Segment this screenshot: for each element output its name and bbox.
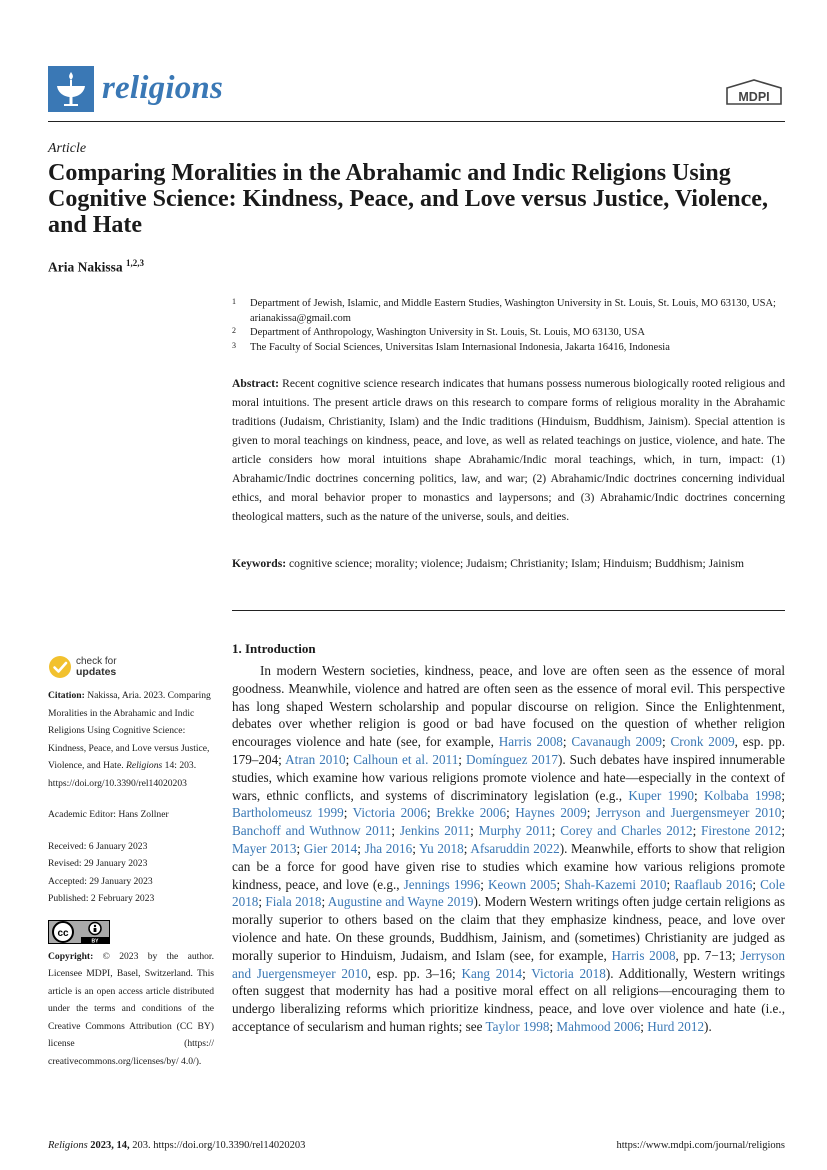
citation-link[interactable]: Taylor 1998 (485, 1018, 550, 1034)
citation-link[interactable]: Corey and Charles 2012 (560, 823, 693, 839)
body-text: ; (781, 805, 785, 821)
revised-date: Revised: 29 January 2023 (48, 858, 148, 869)
citation-link[interactable]: Atran 2010 (285, 751, 346, 767)
affiliation-number: 2 (232, 326, 236, 335)
copyright-notice (48, 948, 214, 1071)
svg-text:cc: cc (57, 927, 69, 939)
body-text: , esp. pp. 3–16; (367, 965, 462, 981)
body-text: ; (549, 1018, 557, 1034)
accepted-date: Accepted: 29 January 2023 (48, 875, 153, 887)
citation-link[interactable]: Jerryson and Juergensmeyer 2010 (232, 947, 785, 981)
author-affiliation-refs: 1,2,3 (126, 258, 145, 268)
keywords-text: cognitive science; morality; violence; Judaism; Christianity; Islam; Hinduism; Buddhism; Jainism (289, 557, 745, 570)
abstract (232, 374, 785, 526)
affiliation-text: The Faculty of Social Sciences, Universitas Islam Internasional Indonesia, Jakarta 16416, Indonesia (250, 341, 670, 353)
cc-by-license-icon[interactable] (48, 920, 110, 944)
body-text: ; (551, 823, 561, 839)
body-text: ). Meanwhile, efforts to show that religion can be a force for good have given rise to studies which examine how various religions promote kindness, peace, and love (e.g., (232, 840, 785, 892)
citation-link[interactable]: Murphy 2011 (478, 823, 552, 839)
body-text: ; (426, 805, 437, 821)
body-text: ; (781, 823, 785, 839)
article-sidebar (48, 655, 214, 1070)
body-text: ; (343, 805, 353, 821)
citation-link[interactable]: Jennings 1996 (403, 876, 481, 892)
section-heading-introduction: 1. Introduction (232, 641, 316, 656)
copyright-label: Copyright: (48, 950, 94, 962)
citation-doi[interactable]: 14: 203. https://doi.org/10.3390/rel14020203 (48, 760, 197, 789)
affiliation-item (232, 326, 785, 341)
body-text: ; (506, 805, 516, 821)
citation-link[interactable]: Jerryson and Juergensmeyer 2010 (595, 805, 782, 821)
body-text: ; (693, 787, 704, 803)
citation-link[interactable]: Harris 2008 (498, 734, 563, 750)
check-for-updates-button[interactable] (48, 655, 214, 683)
body-text: ; (458, 751, 466, 767)
body-text: ; (296, 840, 304, 856)
citation-link[interactable]: Cavanaugh 2009 (571, 734, 662, 750)
citation-link[interactable]: Cole 2018 (232, 876, 785, 910)
body-text: ). Such debates have inspired innumerable studies, which examine how various religions promote violence and hate—especially in the context of wars, ethnic conflicts, and systems of discriminatory legislation (e.g., (232, 751, 786, 803)
body-text: ; (556, 876, 565, 892)
citation-link[interactable]: Bartholomeusz 1999 (232, 805, 344, 821)
body-text: ; (463, 840, 471, 856)
citation-link[interactable]: Augustine and Wayne 2019 (327, 894, 474, 910)
publication-dates (48, 838, 214, 908)
affiliation-item (232, 341, 785, 356)
citation-label: Citation: (48, 690, 85, 701)
body-text: ; (258, 894, 266, 910)
keywords-label: Keywords: (232, 557, 287, 570)
body-text: ; (562, 734, 572, 750)
citation-link[interactable]: Victoria 2018 (531, 965, 606, 981)
citation-link[interactable]: Mahmood 2006 (556, 1018, 641, 1034)
check-updates-line1: check for (76, 656, 117, 667)
citation-link[interactable]: Raaflaub 2016 (674, 876, 753, 892)
citation-link[interactable]: Fiala 2018 (265, 894, 322, 910)
footer-journal-url[interactable]: https://www.mdpi.com/journal/religions (616, 1140, 785, 1151)
body-text: ; (692, 823, 702, 839)
footer-journal: Religions (48, 1140, 88, 1151)
body-text: , esp. pp. 179–204; (232, 734, 786, 767)
citation-link[interactable]: Victoria 2006 (352, 805, 427, 821)
citation-link[interactable]: Firestone 2012 (701, 823, 782, 839)
citation-link[interactable]: Jha 2016 (364, 840, 413, 856)
body-text: ; (345, 751, 354, 767)
affiliation-text: Department of Anthropology, Washington University in St. Louis, St. Louis, MO 63130, USA (250, 327, 645, 338)
body-text: ; (586, 805, 596, 821)
author-line (48, 258, 144, 276)
footer-doi[interactable]: 203. https://doi.org/10.3390/rel14020203 (132, 1140, 306, 1151)
citation-link[interactable]: Brekke 2006 (436, 805, 507, 821)
author-name[interactable]: Aria Nakissa (48, 259, 123, 275)
journal-header (48, 66, 785, 122)
citation-link[interactable]: Keown 2005 (487, 876, 557, 892)
check-updates-icon (48, 655, 72, 679)
citation (48, 687, 214, 792)
check-updates-line2: updates (76, 666, 117, 678)
citation-link[interactable]: Kolbaba 1998 (703, 787, 782, 803)
affiliation-number: 1 (232, 297, 236, 306)
affiliation-text: Department of Jewish, Islamic, and Middle Eastern Studies, Washington University in St. Louis, St. Louis, MO 63130, USA; arianakissa@gmail.com (250, 298, 776, 324)
body-text: ; (321, 894, 328, 910)
mdpi-logo-icon[interactable] (723, 78, 785, 108)
academic-editor: Academic Editor: Hans Zollner (48, 809, 169, 820)
keywords (232, 554, 785, 573)
header-divider (48, 121, 785, 122)
footer-year-volume: 2023, 14, (90, 1140, 130, 1151)
body-text: ). (704, 1018, 712, 1034)
check-updates-text (76, 656, 117, 678)
body-text: ; (781, 787, 785, 803)
citation-link[interactable]: Kuper 1990 (628, 787, 694, 803)
copyright-text: © 2023 by the author. Licensee MDPI, Basel, Switzerland. This article is an open access article distributed under the terms and conditions of the Creative Commons Attribution (CC BY) license (https:// creativecommons.org/licenses/by/ 4.0/). (48, 950, 214, 1067)
mdpi-logo-text: MDPI (738, 90, 770, 104)
body-text: ; (357, 840, 365, 856)
affiliations (232, 297, 785, 355)
religions-logo-icon (48, 66, 94, 112)
affiliation-item (232, 297, 785, 326)
footer-citation (48, 1140, 305, 1151)
citation-link[interactable]: Afsaruddin 2022 (470, 840, 560, 856)
body-text: ; (391, 823, 400, 839)
citation-journal: Religions (126, 760, 163, 771)
article-type: Article (48, 141, 87, 156)
body-text: ). Modern Western writings often judge certain religions as morally superior to others based on the claim that they emphasize kindness, peace, and love over violence and hate. On these grounds, Buddhism, Jainism, and (sometimes) Christianity are judged as morally superior to Hinduism, Judaism, and Islam (see, for example, (232, 894, 785, 963)
citation-link[interactable]: Domínguez 2017 (466, 751, 558, 767)
body-text: ; (752, 876, 761, 892)
body-text: ; (480, 876, 488, 892)
journal-name[interactable]: religions (102, 70, 223, 106)
section-divider (232, 610, 785, 611)
body-text: ; (661, 734, 671, 750)
affiliation-number: 3 (232, 340, 236, 350)
body-text: , pp. 7−13; (675, 947, 741, 963)
body-text: ; (640, 1018, 648, 1034)
svg-text:BY: BY (91, 938, 99, 944)
abstract-label: Abstract: (232, 377, 280, 390)
citation-link[interactable]: Banchoff and Wuthnow 2011 (232, 823, 392, 839)
body-text: ; (412, 840, 420, 856)
introduction-paragraph (232, 662, 785, 1036)
citation-link[interactable]: Harris 2008 (611, 947, 676, 963)
body-text: ; (470, 823, 479, 839)
citation-link[interactable]: Gier 2014 (303, 840, 358, 856)
citation-link[interactable]: Cronk 2009 (670, 734, 735, 750)
received-date: Received: 6 January 2023 (48, 840, 148, 852)
published-date: Published: 2 February 2023 (48, 893, 155, 904)
citation-link[interactable]: Calhoun et al. 2011 (353, 751, 459, 767)
citation-link[interactable]: Jenkins 2011 (399, 823, 471, 839)
body-text: ; (522, 965, 532, 981)
citation-link[interactable]: Hurd 2012 (647, 1018, 705, 1034)
citation-link[interactable]: Haynes 2009 (515, 805, 587, 821)
citation-text: Nakissa, Aria. 2023. Comparing Moralities in the Abrahamic and Indic Religions Using Cognitive Science: Kindness, Peace, and Love versus Justice, Violence, and Hate. (48, 690, 211, 771)
article-title: Comparing Moralities in the Abrahamic and Indic Religions Using Cognitive Science: Kindness, Peace, and Love versus Justice, Violence, and Hate (48, 160, 768, 238)
abstract-text: Recent cognitive science research indicates that humans possess numerous biologically rooted religious and moral intuitions. The present article draws on this research to compare forms of religious morality in the Abrahamic traditions (Judaism, Christianity, Islam) and the Indic traditions (Hinduism, Buddhism, Jainism). Special attention is given to moral teachings on kindness, peace, and love, as well as related teachings on justice, violence, and hate. The article considers how moral intuitions shape Abrahamic/Indic moral teachings, which, in turn, impact: (1) Abrahamic/Indic doctrines concerning politics, law, and war; (2) Abrahamic/Indic doctrines concerning individual ethics, and moral behavior proper to monastics and laypersons; and (3) Abrahamic/Indic doctrines concerning theological matters, such as the nature of the universe, souls, and deities. (232, 377, 785, 523)
citation-link[interactable]: Mayer 2013 (232, 840, 297, 856)
body-text: ). Additionally, Western writings often suggest that modernity has had a positive moral effect on all religions—encouraging them to undergo liberalizing reforms which prioritize kindness, peace, and love over violence and hate (i.e., acceptance of secularism and human rights; see (232, 965, 785, 1034)
body-text: ; (666, 876, 675, 892)
citation-link[interactable]: Shah-Kazemi 2010 (564, 876, 667, 892)
body-text: In modern Western societies, kindness, peace, and love are often seen as the essence of moral goodness. Meanwhile, violence and hatred are often seen as the essence of moral evil. This perspective has long shaped Western scholarship and popular discourse on religion. Since the Enlightenment, debates over whether religion is good or bad have focused on the question of whether religion encourages violence and hate (see, for example, (232, 663, 785, 750)
citation-link[interactable]: Kang 2014 (461, 965, 523, 981)
citation-link[interactable]: Yu 2018 (419, 840, 464, 856)
